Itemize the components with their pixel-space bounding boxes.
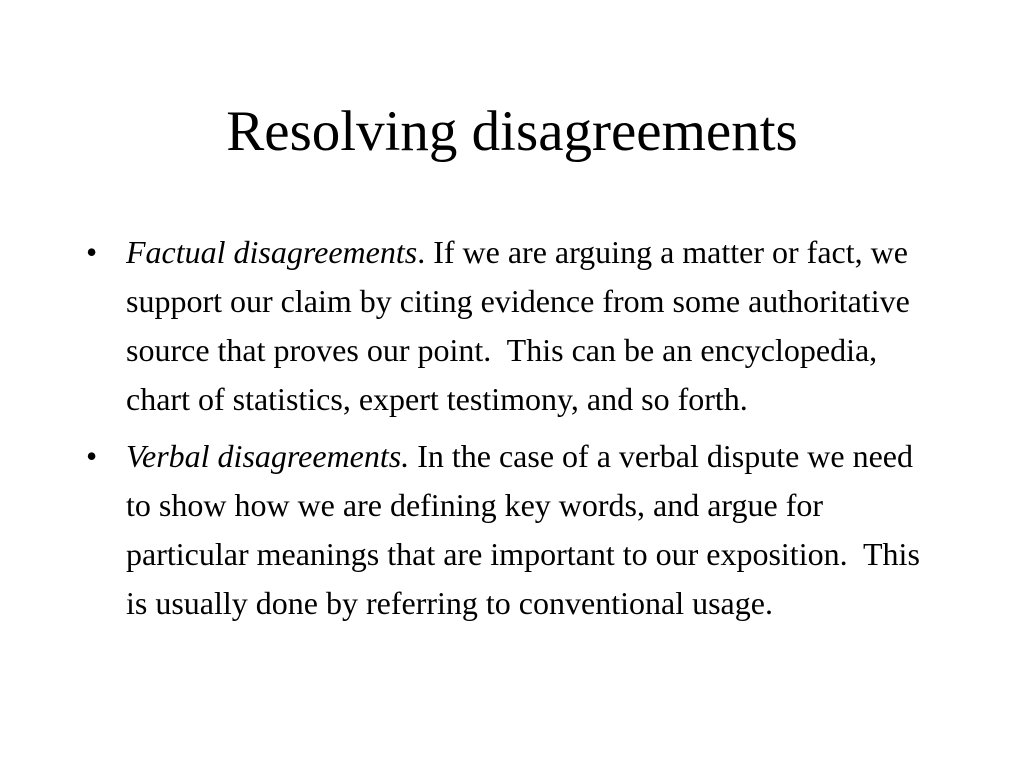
bullet-term: Factual disagreements (126, 234, 418, 270)
slide-title: Resolving disagreements (226, 100, 798, 163)
bullet-item-factual (86, 228, 926, 424)
bullet-text: In the case of a verbal dispute we need to show how we are defining key words, and argue for particular meanings that are important to our exposition. This is usually done by referring to conventional usage. (126, 438, 928, 621)
bullet-dot: • (86, 438, 98, 474)
bullet-text: . If we are arguing a matter or fact, we support our claim by citing evidence from some authoritative source that proves our point. This can be an encyclopedia, chart of statistics, expert testimony, and so forth. (126, 234, 918, 417)
bullet-term: Verbal disagreements. (126, 438, 410, 474)
bullet-dot: • (86, 234, 98, 270)
bullet-item-verbal (86, 432, 928, 628)
bullet-list (86, 228, 928, 636)
